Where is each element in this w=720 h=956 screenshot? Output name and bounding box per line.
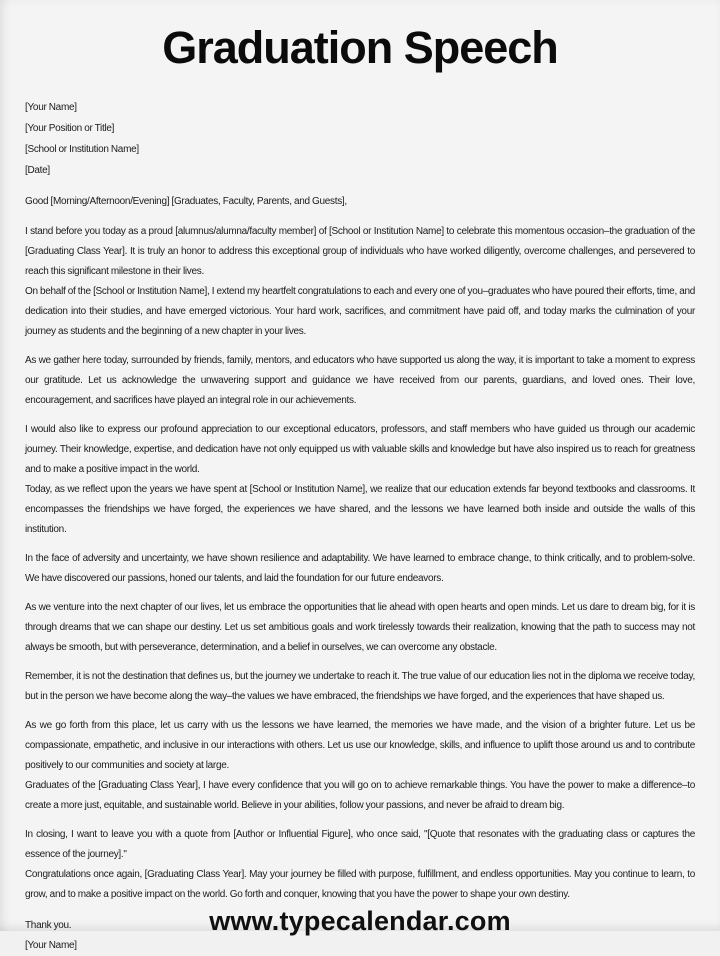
page-title: Graduation Speech: [162, 22, 558, 73]
paragraph-intro: [25, 222, 695, 342]
paragraph-text: I stand before you today as a proud [alumnus/alumna/faculty member] of [School or Institution Name] to celebrate this momentous occasion–the graduation of the [Graduating Class Year]. It is truly an honor to address this exceptional group of individuals who have worked diligently, overcome challenges, and persevered to reach this significant milestone in their lives.: [25, 226, 695, 277]
paragraph-text: Graduates of the [Graduating Class Year], I have every confidence that you will go on to achieve remarkable things. You have the power to make a difference–to create a more just, equitable, and sustainable world. Believe in your abilities, follow your passions, and never be afraid to dream big.: [25, 780, 695, 811]
letterhead-date: [Date]: [25, 165, 50, 176]
paragraph-text: In the face of adversity and uncertainty, we have shown resilience and adaptability. We have learned to embrace change, to think critically, and to problem-solve. We have discovered our passions, honed our talents, and laid the foundation for our future endeavors.: [25, 553, 695, 584]
document-body: [0, 97, 720, 956]
paragraph-go-forth: [25, 716, 695, 816]
greeting-line: Good [Morning/Afternoon/Evening] [Graduates, Faculty, Parents, and Guests],: [25, 196, 347, 207]
paragraph-text: I would also like to express our profound appreciation to our exceptional educators, professors, and staff members who have guided us through our academic journey. Their knowledge, expertise, and dedication have not only equipped us with valuable skills and knowledge but have also inspired us to reach for greatness and to make a positive impact in the world.: [25, 424, 695, 475]
paragraph-text: Today, as we reflect upon the years we have spent at [School or Institution Name], we realize that our education extends far beyond textbooks and classrooms. It encompasses the friendships we have forged, the experiences we have shared, and the lessons we have learned both inside and outside the walls of this institution.: [25, 484, 695, 535]
paragraph-closing-quote: [25, 825, 695, 905]
paragraph-text: As we go forth from this place, let us carry with us the lessons we have learned, the memories we have made, and the vision of a brighter future. Let us be compassionate, empathetic, and inclusive in our interactions with others. Let us use our knowledge, skills, and influence to uplift those around us and to contribute positively to our communities and society at large.: [25, 720, 695, 771]
paragraph-next-chapter: [25, 598, 695, 658]
paragraph-text: As we venture into the next chapter of our lives, let us embrace the opportunities that lie ahead with open hearts and open minds. Let us dare to dream big, for it is through dreams that we can shape our destiny. Let us set ambitious goals and work tirelessly towards their realization, knowing that the path to success may not always be smooth, but with perseverance, determination, and a belief in ourselves, we can overcome any obstacle.: [25, 602, 695, 653]
closing-signature: [Your Name]: [25, 940, 77, 951]
paragraph-journey: [25, 667, 695, 707]
letterhead-name: [Your Name]: [25, 102, 77, 113]
closing-thanks: Thank you.: [25, 920, 72, 931]
letterhead: [25, 97, 695, 181]
letterhead-position: [Your Position or Title]: [25, 123, 115, 134]
paragraph-gratitude: [25, 351, 695, 411]
paragraph-educators: [25, 420, 695, 540]
paragraph-text: As we gather here today, surrounded by friends, family, mentors, and educators who have supported us along the way, it is important to take a moment to express our gratitude. Let us acknowledge the unwavering support and guidance we have received from our parents, guardians, and loved ones. Their love, encouragement, and sacrifices have played an integral role in our achievements.: [25, 355, 695, 406]
letterhead-school: [School or Institution Name]: [25, 144, 139, 155]
paragraph-resilience: [25, 549, 695, 589]
paragraph-text: Congratulations once again, [Graduating Class Year]. May your journey be filled with purpose, fulfillment, and endless opportunities. May you continue to learn, to grow, and to make a positive impact on the world. Go forth and conquer, knowing that you have the power to shape your own destiny.: [25, 869, 695, 900]
watermark-site-url: www.typecalendar.com: [209, 906, 511, 936]
paragraph-text: Remember, it is not the destination that defines us, but the journey we undertake to reach it. The true value of our education lies not in the diploma we receive today, but in the person we have become along the way–the values we have embraced, the friendships we have forged, and the experiences that have shaped us.: [25, 671, 695, 702]
paragraph-text: On behalf of the [School or Institution Name], I extend my heartfelt congratulations to each and every one of you–graduates who have poured their efforts, time, and dedication into their studies, and have emerged victorious. Your hard work, sacrifices, and commitment have paid off, and today marks the culmination of your journey as students and the beginning of a new chapter in your lives.: [25, 286, 695, 337]
paragraph-text: In closing, I want to leave you with a quote from [Author or Influential Figure], who once said, "[Quote that resonates with the graduating class or captures the essence of the journey].": [25, 829, 695, 860]
